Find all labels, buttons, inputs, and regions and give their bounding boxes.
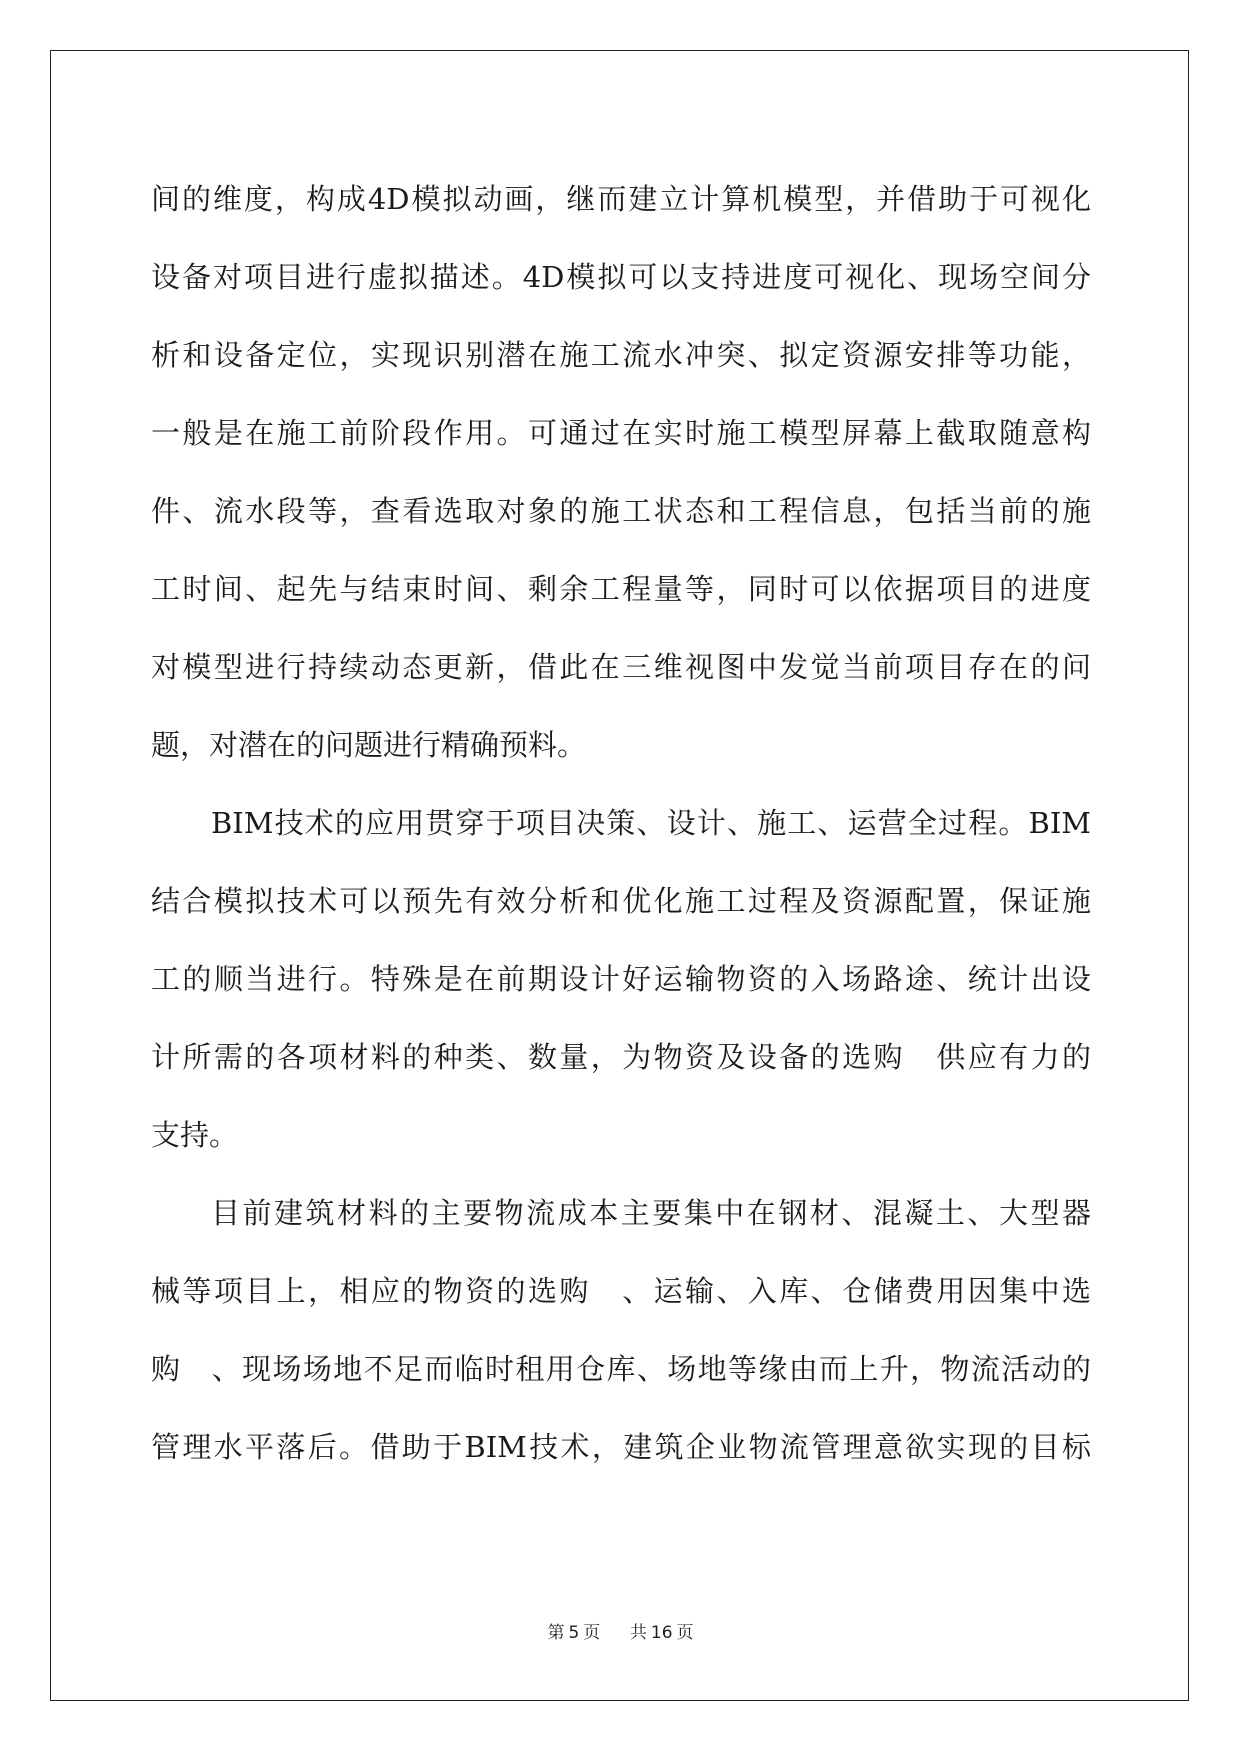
text-line: 对模型进行持续动态更新，借此在三维视图中发觉当前项目存在的问 [151, 650, 1091, 684]
text-line: 析和设备定位，实现识别潜在施工流水冲突、拟定资源安排等功能， [151, 338, 1091, 372]
text-line: 工时间、起先与结束时间、剩余工程量等，同时可以依据项目的进度 [151, 572, 1091, 606]
page-label: 第 5 页 [547, 1623, 601, 1643]
text-line: 管理水平落后。借助于BIM技术，建筑企业物流管理意欲实现的目标 [151, 1430, 1091, 1464]
text-line: 件、流水段等，查看选取对象的施工状态和工程信息，包括当前的施 [151, 494, 1091, 528]
total-pages-label: 共 16 页 [629, 1623, 694, 1643]
paragraph-start-line: 目前建筑材料的主要物流成本主要集中在钢材、混凝土、大型器 [211, 1196, 1091, 1230]
text-line: 设备对项目进行虚拟描述。4D模拟可以支持进度可视化、现场空间分 [151, 260, 1091, 294]
text-line: 结合模拟技术可以预先有效分析和优化施工过程及资源配置，保证施 [151, 884, 1091, 918]
total-pages: 16 [650, 1623, 673, 1643]
page-number: 5 [568, 1623, 580, 1643]
text-line: 计所需的各项材料的种类、数量，为物资及设备的选购 供应有力的 [151, 1040, 1091, 1074]
paragraph-start-line: BIM技术的应用贯穿于项目决策、设计、施工、运营全过程。BIM [211, 806, 1091, 840]
text-line: 题，对潜在的问题进行精确预料。 [151, 728, 587, 762]
text-line: 间的维度，构成4D模拟动画，继而建立计算机模型，并借助于可视化 [151, 182, 1091, 216]
text-line: 购 、现场场地不足而临时租用仓库、场地等缘由而上升，物流活动的 [151, 1352, 1091, 1386]
text-line: 械等项目上，相应的物资的选购 、运输、入库、仓储费用因集中选 [151, 1274, 1091, 1308]
page-footer [0, 1618, 1241, 1643]
body-text [151, 160, 1091, 1486]
text-line: 支持。 [151, 1118, 239, 1152]
text-line: 一般是在施工前阶段作用。可通过在实时施工模型屏幕上截取随意构 [151, 416, 1091, 450]
text-line: 工的顺当进行。特殊是在前期设计好运输物资的入场路途、统计出设 [151, 962, 1091, 996]
